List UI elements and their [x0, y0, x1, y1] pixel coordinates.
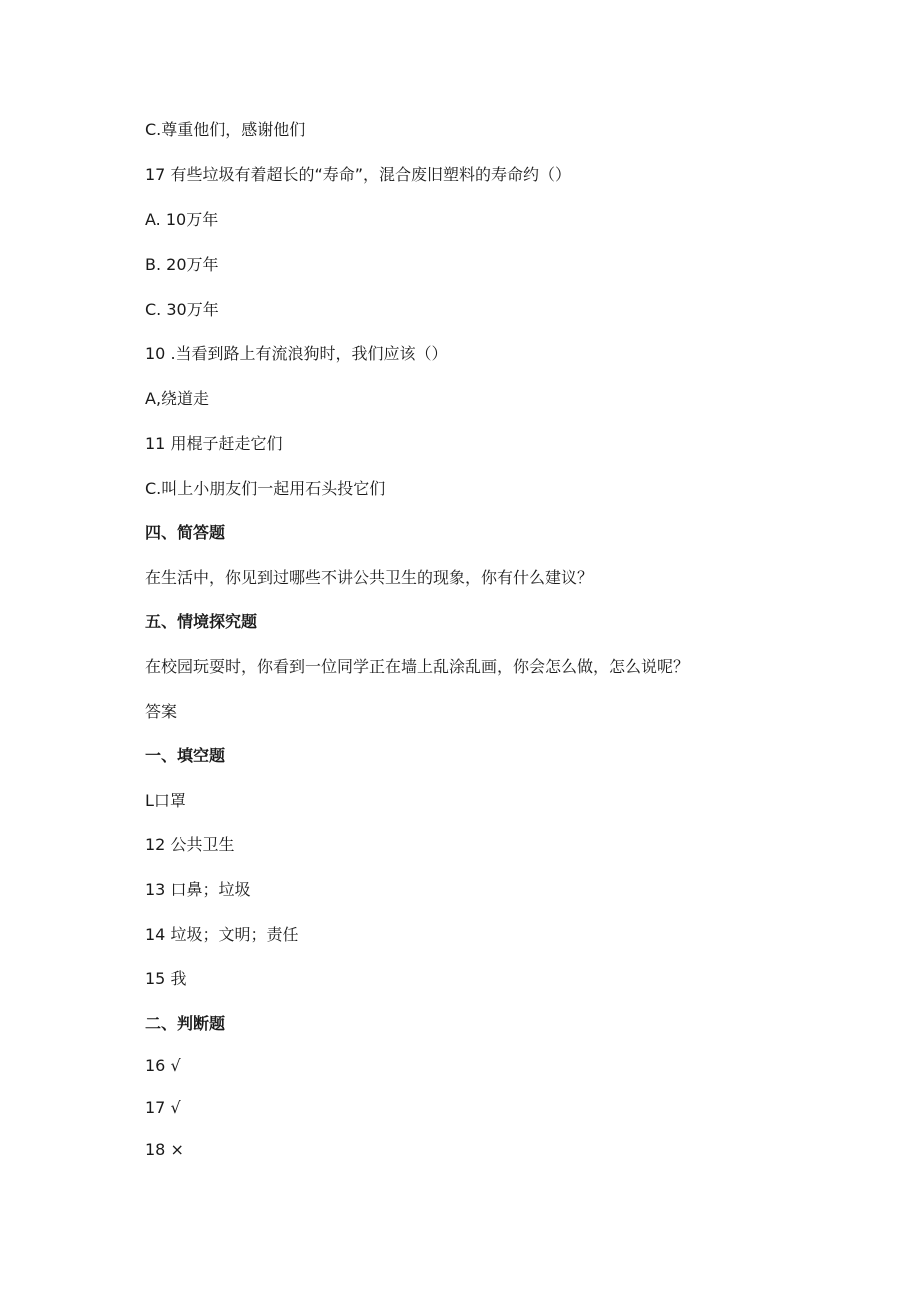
answers-section-fill-blank: 一、填空题: [145, 746, 226, 765]
option-a-detour: A,绕道走: [145, 389, 210, 408]
answer-item-13: 13 口鼻；垃圾: [145, 880, 251, 899]
answer-item-18: 18 ×: [145, 1140, 184, 1159]
option-c-300k-years: C. 30万年: [145, 300, 219, 319]
answer-item-17: 17 √: [145, 1098, 181, 1117]
answer-item-15: 15 我: [145, 969, 187, 988]
section-heading-short-answer: 四、简答题: [145, 523, 226, 542]
answers-section-true-false: 二、判断题: [145, 1014, 226, 1033]
short-answer-question: 在生活中，你见到过哪些不讲公共卫生的现象，你有什么建议？: [145, 568, 594, 587]
answer-item-1: L口罩: [145, 791, 186, 810]
option-b-200k-years: B. 20万年: [145, 255, 219, 274]
option-a-100k-years: A. 10万年: [145, 210, 219, 229]
section-heading-scenario: 五、情境探究题: [145, 612, 258, 631]
answer-item-14: 14 垃圾；文明；责任: [145, 925, 299, 944]
scenario-question: 在校园玩耍时，你看到一位同学正在墙上乱涂乱画，你会怎么做，怎么说呢？: [145, 657, 690, 676]
answers-heading: 答案: [145, 702, 178, 721]
option-c-respect: C.尊重他们，感谢他们: [145, 120, 306, 139]
answer-item-12: 12 公共卫生: [145, 835, 235, 854]
option-11-stick: 11 用棍子赶走它们: [145, 434, 283, 453]
question-17-plastic-lifespan: 17 有些垃圾有着超长的“寿命”，混合废旧塑料的寿命约（）: [145, 165, 572, 184]
answer-item-16: 16 √: [145, 1056, 181, 1075]
option-c-stones: C.叫上小朋友们一起用石头投它们: [145, 479, 386, 498]
question-10-stray-dog: 10 .当看到路上有流浪狗时，我们应该（）: [145, 344, 448, 363]
